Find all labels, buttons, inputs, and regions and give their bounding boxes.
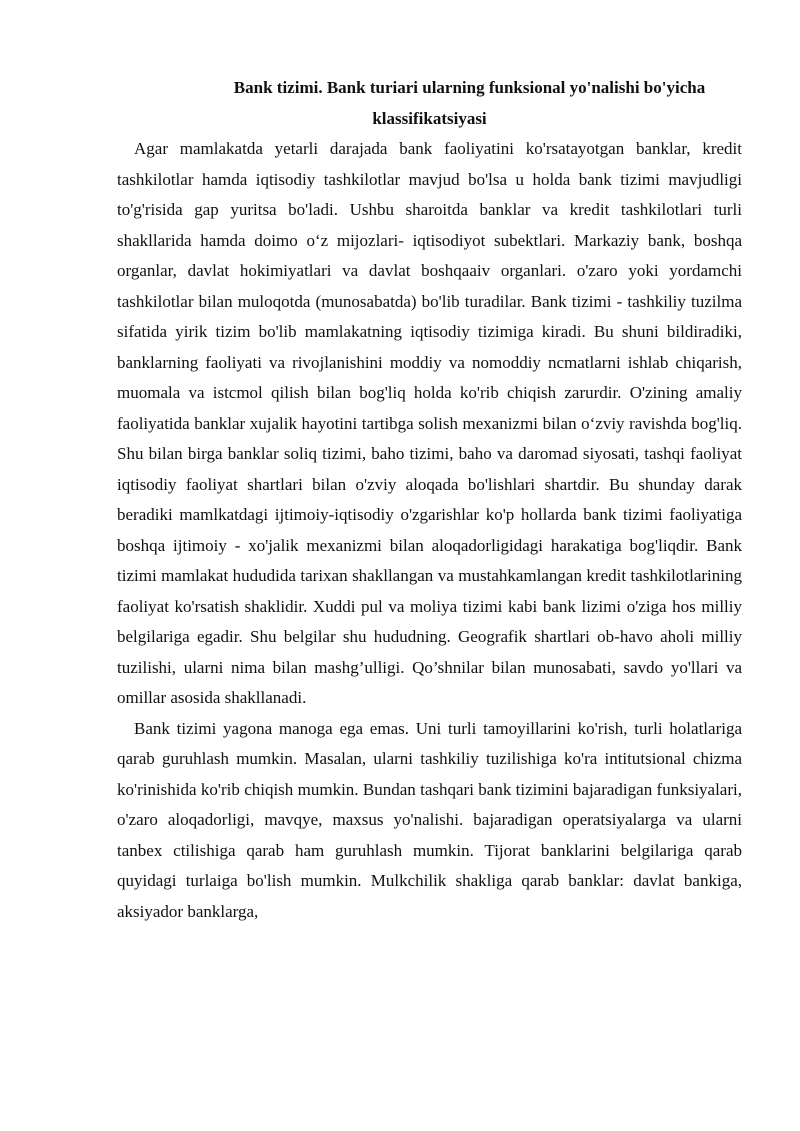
title-line-1: Bank tizimi. Bank turiari ularning funksional yo'nalishi bo'yicha — [233, 78, 706, 97]
document-title — [117, 73, 742, 134]
paragraph-2: Bank tizimi yagona manoga ega emas. Uni turli tamoyillarini ko'rish, turli holatlariga qarab guruhlash mumkin. Masalan, ularni tashkiliy tuzilishiga ko'ra intitutsional chizma ko'rinishida ko'rib chiqish mumkin. Bundan tashqari bank tizimini bajaradigan funksiyalari, o'zaro aloqadorligi, mavqye, maxsus yo'nalishi. bajaradigan operatsiyalarga va ularni tanbex ctilishiga qarab ham guruhlash mumkin. Tijorat banklarini belgilariga qarab quyidagi turlaiga bo'lish mumkin. Mulkchilik shakliga qarab banklar: davlat bankiga, aksiyador banklarga, — [117, 718, 742, 921]
document-body — [117, 73, 742, 927]
paragraph-1: Agar mamlakatda yetarli darajada bank faoliyatini ko'rsatayotgan banklar, kredit tashkilotlar hamda iqtisodiy tashkilotlar mavjud bo'lsa u holda bank tizimi mavjudligi to'g'risida gap yuritsa bo'ladi. Ushbu sharoitda banklar va kredit tashkilotlari turli shakllarida hamda doimo o‘z mijozlari- iqtisodiyot subektlari. Markaziy bank, boshqa organlar, davlat hokimiyatlari va davlat boshqaaiv organlari. o'zaro yoki yordamchi tashkilotlar bilan muloqotda (munosabatda) bo'lib turadilar. Bank tizimi - tashkiliy tuzilma sifatida yirik tizim bo'lib mamlakatning iqtisodiy tizimiga kiradi. Bu shuni bildiradiki, banklarning faoliyati va rivojlanishini moddiy va nomoddiy ncmatlarni ishlab chiqarish, muomala va istcmol qilish bilan bog'liq holda ko'rib chiqish zarurdir. O'zining amaliy faoliyatida banklar xujalik hayotini tartibga solish mexanizmi bilan o‘zviy ravishda bog'liq. Shu bilan birga banklar soliq tizimi, baho tizimi, baho va daromad siyosati, tashqi faoliyat iqtisodiy faoliyat shartlari bilan o'zviy aloqada bo'lishlari shartdir. Bu shunday darak beradiki mamlkatdagi ijtimoiy-iqtisodiy o'zgarishlar ko'p hollarda bank tizimi faoliyatiga boshqa ijtimoiy - xo'jalik mexanizmi bilan aloqadorligidagi harakatiga bog'liqdir. Bank tizimi mamlakat hududida tarixan shakllangan va mustahkamlangan kredit tashkilotlarining faoliyat ko'rsatish shaklidir. Xuddi pul va moliya tizimi kabi bank lizimi o'ziga hos milliy belgilariga egadir. Shu belgilar shu hududning. Geografik shartlari ob-havo aholi milliy tuzilishi, ularni nima bilan mashg’ulligi. Qo’shnilar bilan munosabati, savdo yo'llari va omillar asosida shakllanadi. — [117, 139, 742, 707]
title-line-2: klassifikatsiyasi — [372, 108, 487, 128]
